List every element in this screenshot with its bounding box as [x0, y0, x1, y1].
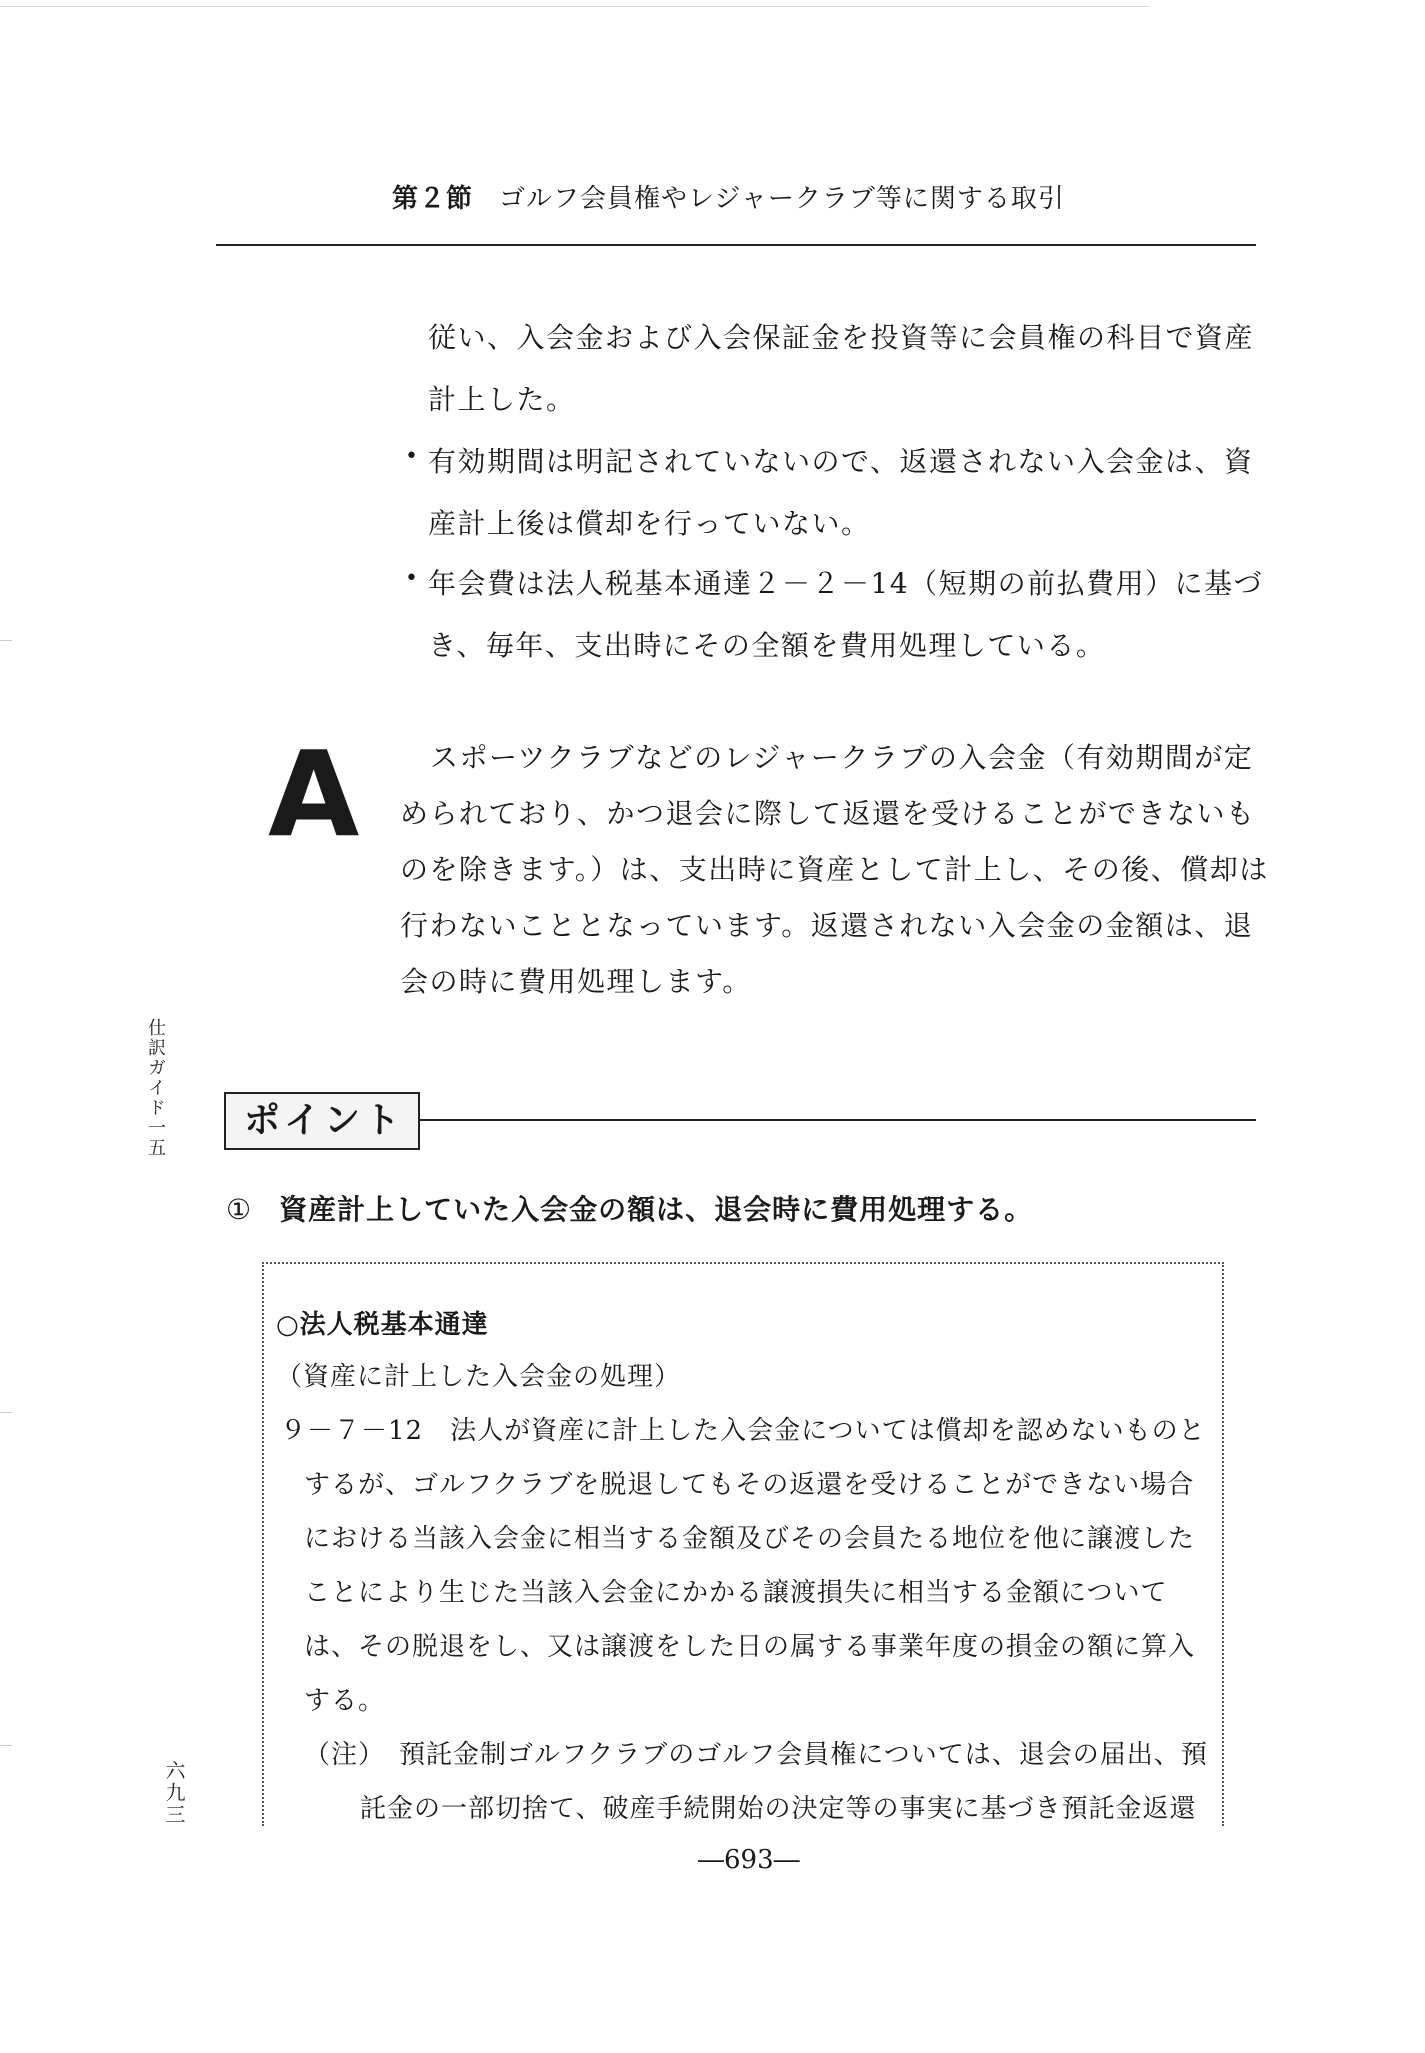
- law-line: する。: [304, 1686, 386, 1716]
- answer-label: A: [268, 725, 360, 863]
- answer-line: のを除きます。）は、支出時に資産として計上し、その後、償却は: [400, 853, 1269, 886]
- law-line: は、その脱退をし、又は譲渡をした日の属する事業年度の損金の額に算入: [304, 1632, 1196, 1662]
- answer-line: 会の時に費用処理します。: [400, 965, 752, 998]
- point-item-number: ①: [226, 1193, 252, 1226]
- law-line: における当該入会金に相当する金額及びその会員たる地位を他に譲渡した: [304, 1524, 1196, 1554]
- answer-line: 行わないこととなっています。返還されない入会金の金額は、退: [400, 909, 1254, 942]
- scan-edge-tick: [0, 1745, 12, 1746]
- law-line: ことにより生じた当該入会金にかかる譲渡損失に相当する金額について: [304, 1578, 1168, 1608]
- section-header: [392, 178, 1065, 215]
- section-label: 第２節: [392, 184, 474, 214]
- side-label-kanji-page: 六九三: [162, 1760, 186, 1826]
- bullet-line: 年会費は法人税基本通達２－２－14（短期の前払費用）に基づ: [428, 567, 1264, 600]
- point-rule: [420, 1119, 1256, 1121]
- law-subheading: （資産に計上した入会金の処理）: [276, 1362, 682, 1392]
- answer-line: スポーツクラブなどのレジャークラブの入会金（有効期間が定: [430, 741, 1254, 774]
- law-heading: ○法人税基本通達: [276, 1310, 489, 1340]
- bullet-line: 有効期間は明記されていないので、返還されない入会金は、資: [428, 445, 1254, 478]
- bullet-mark: •: [405, 444, 418, 469]
- answer-line: められており、かつ退会に際して返還を受けることができないも: [400, 797, 1256, 830]
- bullet-line: き、毎年、支出時にその全額を費用処理している。: [428, 629, 1106, 662]
- page-number: ―693―: [698, 1845, 800, 1875]
- bullet-line: 産計上後は償却を行っていない。: [428, 507, 871, 540]
- law-line: するが、ゴルフクラブを脱退してもその返還を受けることができない場合: [304, 1470, 1195, 1500]
- bullet-mark: •: [405, 566, 418, 591]
- scan-edge-tick: [0, 640, 12, 641]
- point-item-text: 資産計上していた入会金の額は、退会時に費用処理する。: [279, 1193, 1034, 1226]
- intro-line: 従い、入会金および入会保証金を投資等に会員権の科目で資産: [428, 321, 1255, 354]
- section-title: ゴルフ会員権やレジャークラブ等に関する取引: [499, 184, 1065, 214]
- law-note-line: 託金の一部切捨て、破産手続開始の決定等の事実に基づき預託金返還: [360, 1794, 1197, 1824]
- side-label-chapter: 仕訳ガイド一五: [145, 1018, 166, 1158]
- point-item: [226, 1188, 1033, 1228]
- intro-line: 計上した。: [428, 383, 576, 416]
- header-rule: [216, 244, 1256, 246]
- law-line: ９－７－12 法人が資産に計上した入会金については償却を認めないものと: [280, 1416, 1206, 1446]
- scan-edge-line: [0, 6, 1150, 7]
- law-note-line: （注） 預託金制ゴルフクラブのゴルフ会員権については、退会の届出、預: [304, 1740, 1208, 1770]
- point-title-box: ポイント: [224, 1092, 420, 1150]
- scan-edge-tick: [0, 1412, 12, 1413]
